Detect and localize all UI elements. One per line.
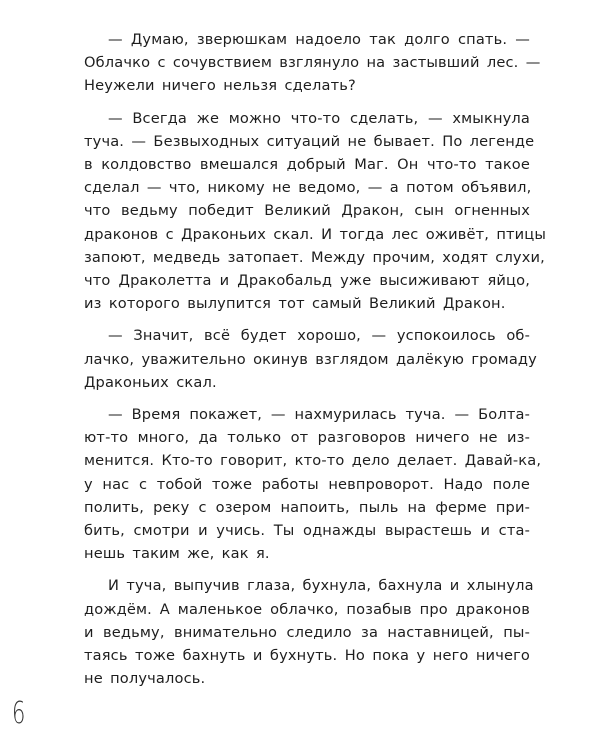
paragraph-1 — [84, 28, 541, 98]
text-line: бить, смотри и учись. Ты однажды вырастешь и ста- — [84, 522, 530, 540]
paragraph-5 — [84, 574, 534, 690]
text-line: Драконьих скал. — [84, 373, 217, 391]
text-line: нешь таким же, как я. — [84, 545, 270, 563]
text-line: что ведьму победит Великий Дракон, сын огненных — [84, 202, 530, 220]
text-line: дождём. А маленькое облачко, позабыв про драконов — [84, 600, 530, 618]
text-line: таясь тоже бахнуть и бухнуть. Но пока у него ничего — [84, 647, 530, 665]
text-line: ют-то много, да только от разговоров ничего не из- — [84, 429, 530, 447]
text-line: драконов с Драконьих скал. И тогда лес оживёт, птицы — [84, 225, 547, 243]
text-line: и ведьму, внимательно следило за наставницей, пы- — [84, 623, 530, 641]
text-line: — Время покажет, — нахмурилась туча. — Болта- — [108, 406, 530, 424]
paragraph-3 — [84, 324, 537, 394]
text-line: менится. Кто-то говорит, кто-то дело делает. Давай-ка, — [84, 452, 542, 470]
text-line: туча. — Безвыходных ситуаций не бывает. По легенде — [84, 132, 535, 150]
paragraph-4 — [84, 403, 542, 565]
text-line: — Значит, всё будет хорошо, — успокоилось об- — [108, 327, 530, 345]
text-line: И туча, выпучив глаза, бухнула, бахнула и хлынула — [108, 577, 534, 595]
text-line: — Всегда же можно что-то сделать, — хмыкнула — [108, 109, 530, 127]
text-line: что Драколетта и Дракобальд уже высиживают яйцо, — [84, 272, 530, 290]
page-number: 6 — [12, 696, 26, 731]
text-line: не получалось. — [84, 670, 206, 688]
story-text — [84, 28, 547, 699]
text-line: Неужели ничего нельзя сделать? — [84, 77, 356, 95]
text-line: у нас с тобой тоже работы невпроворот. Надо поле — [84, 475, 530, 493]
text-line: — Думаю, зверюшкам надоело так долго спать. — — [108, 31, 530, 48]
text-line: Облачко с сочувствием взглянуло на застывший лес. — — [84, 54, 541, 72]
text-line: полить, реку с озером напоить, пыль на ферме при- — [84, 498, 530, 516]
text-line: в колдовство вмешался добрый Маг. Он что-то такое — [84, 156, 530, 174]
text-line: сделал — что, никому не ведомо, — а потом объявил, — [84, 179, 532, 197]
paragraph-2 — [84, 107, 547, 316]
text-line: запоют, медведь затопает. Между прочим, ходят слухи, — [84, 248, 545, 266]
text-line: из которого вылупится тот самый Великий Дракон. — [84, 295, 506, 313]
text-line: лачко, уважительно окинув взглядом далёкую громаду — [84, 350, 537, 368]
